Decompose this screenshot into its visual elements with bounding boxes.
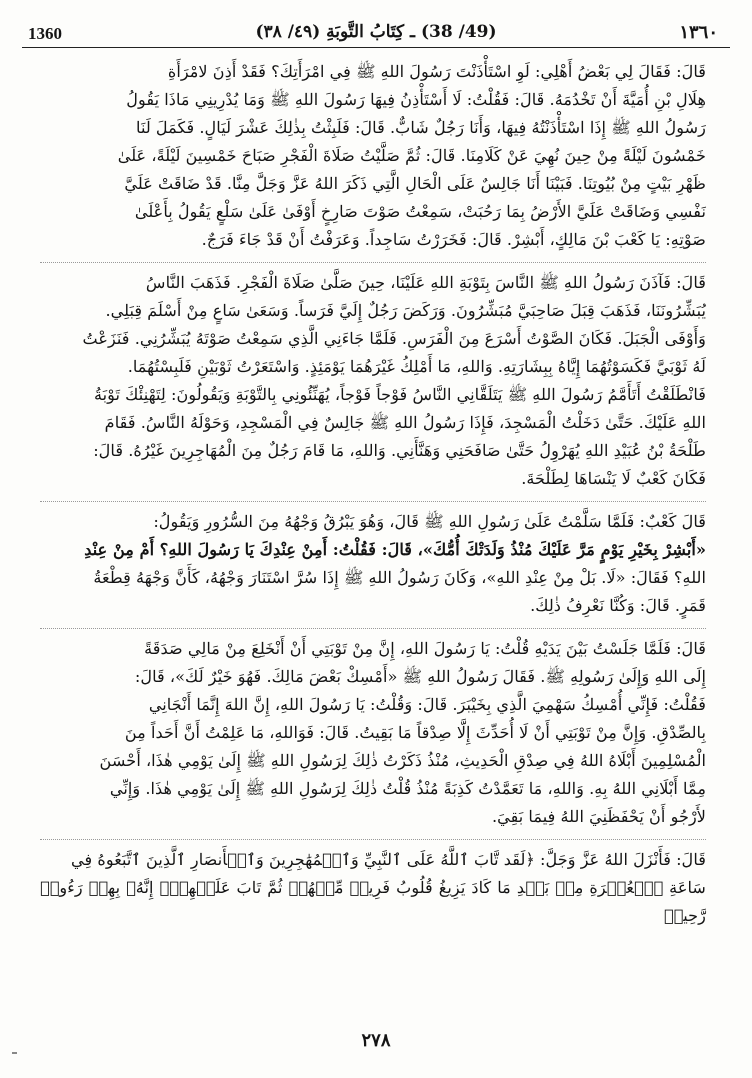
paragraph-divider: [40, 839, 706, 840]
paragraph-2: [40, 269, 706, 499]
page-header: [22, 16, 730, 48]
paragraph-1: [40, 58, 706, 260]
paragraph-divider: [40, 501, 706, 502]
scan-mark: [12, 1052, 17, 1054]
text-line: قَالَ: فَقَالَ لِي بَعْضُ أَهْلِي: لَوِ اسْتَأْذَنْتَ رَسُولَ اللهِ ﷺ فِي امْرَأَتِكَ؟ فَقَدْ أَذِنَ لامْرَأَةِ: [167, 62, 706, 81]
text-line: قَالَ: فَلَمَّا جَلَسْتُ بَيْنَ يَدَيْهِ قُلْتُ: يَا رَسُولَ اللهِ، إِنَّ مِنْ تَوْبَتِي أَنْ أَنْخَلِعَ مِنْ مَالِي صَدَقَةً: [144, 639, 706, 658]
text-line: نَفْسِي وَضَاقَتْ عَلَيَّ الأَرْضُ بِمَا رَحُبَتْ، سَمِعْتُ صَوْتَ صَارِخٍ أَوْفَىٰ عَلَىٰ سَلْعٍ يَقُولُ بِأَعْلَىٰ: [134, 202, 706, 221]
text-line: هِلَالِ بْنِ أُمَيَّةَ أَنْ تَخْدُمَهُ. قَالَ: فَقُلْتُ: لَا أَسْتَأْذِنُ فِيهَا رَسُولَ اللهِ ﷺ وَمَا يُدْرِينِي مَاذَا يَقُولُ: [126, 90, 706, 109]
text-line: قَالَ: فَآذَنَ رَسُولُ اللهِ ﷺ النَّاسَ بِتَوْبَةِ اللهِ عَلَيْنَا، حِينَ صَلَّىٰ صَلَاةَ الْفَجْرِ. فَذَهَبَ النَّاسُ: [145, 273, 706, 292]
text-line: قَمَرٍ. قَالَ: وَكُنَّا نَعْرِفُ ذٰلِكَ.: [530, 596, 706, 615]
text-line: صَوْتِهِ: يَا كَعْبَ بْنَ مَالِكٍ، أَبْشِرْ. قَالَ: فَخَرَرْتُ سَاجِداً. وَعَرَفْتُ أَنْ قَدْ جَاءَ فَرَجٌ.: [201, 230, 706, 249]
page-body: [40, 58, 706, 1008]
text-line: فَانْطَلَقْتُ أَتَأَمَّمُ رَسُولَ اللهِ ﷺ يَتَلَقَّانِي النَّاسُ فَوْجاً فَوْجاً، يُهَنِّئُونِي بِالتَّوْبَةِ وَيَقُولُونَ: لِتَهْنِئْكَ تَوْبَةُ: [93, 385, 706, 404]
paragraph-divider: [40, 628, 706, 629]
paragraph-divider: [40, 262, 706, 263]
page-number-arabic: ١٣٦٠: [679, 22, 718, 43]
text-line: طَلْحَةُ بْنُ عُبَيْدِ اللهِ يُهَرْوِلُ حَتَّىٰ صَافَحَنِي وَهَنَّأَنِي. وَاللهِ، مَا قَامَ رَجُلٌ مِنَ الْمُهَاجِرِينَ غَيْرُهُ. قَالَ:: [93, 441, 706, 460]
text-line: قَالَ: فَأَنْزَلَ اللهُ عَزَّ وَجَلَّ: ﴿لَقَد تَّابَ ٱللَّهُ عَلَى ٱلنَّبِيِّ وَٱلۡمُهَٰجِرِينَ وَٱلۡأَنصَارِ ٱلَّذِينَ ٱتَّبَعُوهُ فِي: [70, 850, 706, 869]
text-line: وَأَوْفَى الْجَبَلَ. فَكَانَ الصَّوْتُ أَسْرَعَ مِنَ الْفَرَسِ. فَلَمَّا جَاءَنِي الَّذِي سَمِعْتُ صَوْتَهُ يُبَشِّرُنِي. فَنَزَعْتُ: [82, 329, 706, 348]
page-footer-number: ٢٧٨: [361, 1030, 391, 1051]
text-line: اللهِ؟ فَقَالَ: «لَا. بَلْ مِنْ عِنْدِ اللهِ»، وَكَانَ رَسُولُ اللهِ ﷺ إِذَا سُرَّ اسْتَنَارَ وَجْهُهُ، كَأَنَّ وَجْهَهُ قِطْعَةُ: [93, 568, 706, 587]
text-line: الْمُسْلِمِينَ أَبْلَاهُ اللهُ فِي صِدْقِ الْحَدِيثِ، مُنْذُ ذَكَرْتُ ذٰلِكَ لِرَسُولِ اللهِ ﷺ إِلَىٰ يَوْمِي هٰذَا، أَحْسَنَ: [99, 751, 706, 770]
text-line: فَكَانَ كَعْبٌ لَا يَنْسَاهَا لِطَلْحَةَ.: [521, 469, 706, 488]
paragraph-4: [40, 635, 706, 837]
text-line: يُبَشِّرُونَنَا، فَذَهَبَ قِبَلَ صَاحِبَيَّ مُبَشِّرُونَ. وَرَكَضَ رَجُلٌ إِلَيَّ فَرَساً. وَسَعَىٰ سَاعٍ مِنْ أَسْلَمَ قِبَلِي.: [105, 301, 706, 320]
quran-verse-line: سَاعَةِ ٱلۡعُسۡرَةِ مِنۢ بَعۡدِ مَا كَادَ يَزِيغُ قُلُوبُ فَرِيقٖ مِّنۡهُمۡ ثُمَّ تَابَ عَلَيۡهِمۡۚ إِنَّهُۥ بِهِمۡ رَءُوفٞ رَّحِيمٞ: [40, 878, 706, 925]
text-line: بِالصِّدْقِ. وَإِنَّ مِنْ تَوْبَتِي أَنْ لَا أُحَدِّثَ إِلَّا صِدْقاً مَا بَقِيتُ. قَالَ: فَوَاللهِ، مَا عَلِمْتُ أَنَّ أَحَداً مِنَ: [124, 723, 706, 742]
text-line: رَسُولُ اللهِ ﷺ إِذَا اسْتَأْذَنْتُهُ فِيهَا، وَأَنَا رَجُلٌ شَابٌّ. قَالَ: فَلَبِثْتُ بِذٰلِكَ عَشْرَ لَيَالٍ. فَكَمَلَ لَنَا: [136, 118, 706, 137]
text-line: لَهُ ثَوْبَيَّ فَكَسَوْتُهُمَا إِيَّاهُ بِبِشَارَتِهِ. وَاللهِ، مَا أَمْلِكُ غَيْرَهُمَا يَوْمَئِذٍ. وَاسْتَعَرْتُ ثَوْبَيْنِ فَلَبِسْتُهُمَا.: [127, 357, 706, 376]
page-number-latin: 1360: [28, 24, 62, 43]
text-line: فَقُلْتُ: فَإِنِّي أُمْسِكُ سَهْمِيَ الَّذِي بِخَيْبَرَ. قَالَ: وَقُلْتُ: يَا رَسُولَ اللهِ، إِنَّ اللهَ إِنَّمَا أَنْجَانِي: [148, 695, 706, 714]
text-line: اللهِ عَلَيْكَ. حَتَّىٰ دَخَلْتُ الْمَسْجِدَ، فَإِذَا رَسُولُ اللهِ ﷺ جَالِسٌ فِي الْمَسْجِدِ، وَحَوْلَهُ النَّاسُ. فَقَامَ: [104, 413, 706, 432]
text-line: خَمْسُونَ لَيْلَةً مِنْ حِينَ نُهِيَ عَنْ كَلَامِنَا. قَالَ: ثُمَّ صَلَّيْتُ صَلَاةَ الْفَجْرِ صَبَاحَ خَمْسِينَ لَيْلَةً، عَلَىٰ: [117, 146, 706, 165]
text-line: «أَبْشِرْ بِخَيْرِ يَوْمٍ مَرَّ عَلَيْكَ مُنْذُ وَلَدَتْكَ أُمُّكَ»، قَالَ: فَقُلْتُ: أَمِنْ عِنْدِكَ يَا رَسُولَ اللهِ؟ أَمْ مِنْ عِنْدِ: [84, 540, 706, 559]
chapter-title: (49/ 38) ـ كِتَابُ التَّوبَةِ (٤٩/ ٣٨): [255, 22, 497, 42]
paragraph-3: [40, 508, 706, 626]
text-line: ظَهْرِ بَيْتٍ مِنْ بُيُوتِنَا. فَبَيْنَا أَنَا جَالِسٌ عَلَى الْحَالِ الَّتِي ذَكَرَ اللهُ عَزَّ وَجَلَّ مِنَّا. قَدْ ضَاقَتْ عَلَيَّ: [124, 174, 706, 193]
text-line: مِمَّا أَبْلَانِي اللهُ بِهِ. وَاللهِ، مَا تَعَمَّدْتُ كَذِبَةً مُنْذُ قُلْتُ ذٰلِكَ لِرَسُولِ اللهِ ﷺ إِلَىٰ يَوْمِي هٰذَا. وَإِنِّي: [109, 779, 706, 798]
text-line: قَالَ كَعْبٌ: فَلَمَّا سَلَّمْتُ عَلَىٰ رَسُولِ اللهِ ﷺ قَالَ، وَهُوَ يَبْرُقُ وَجْهُهُ مِنَ السُّرُورِ وَيَقُولُ:: [153, 512, 706, 531]
text-line: إِلَى اللهِ وَإِلَىٰ رَسُولِهِ ﷺ. فَقَالَ رَسُولُ اللهِ ﷺ «أَمْسِكْ بَعْضَ مَالِكَ. فَهُوَ خَيْرٌ لَكَ»، قَالَ:: [134, 667, 706, 686]
paragraph-5: [40, 846, 706, 936]
text-line: لأَرْجُو أَنْ يَحْفَظَنِيَ اللهُ فِيمَا بَقِيَ.: [491, 807, 706, 826]
header-rule: [22, 47, 730, 48]
